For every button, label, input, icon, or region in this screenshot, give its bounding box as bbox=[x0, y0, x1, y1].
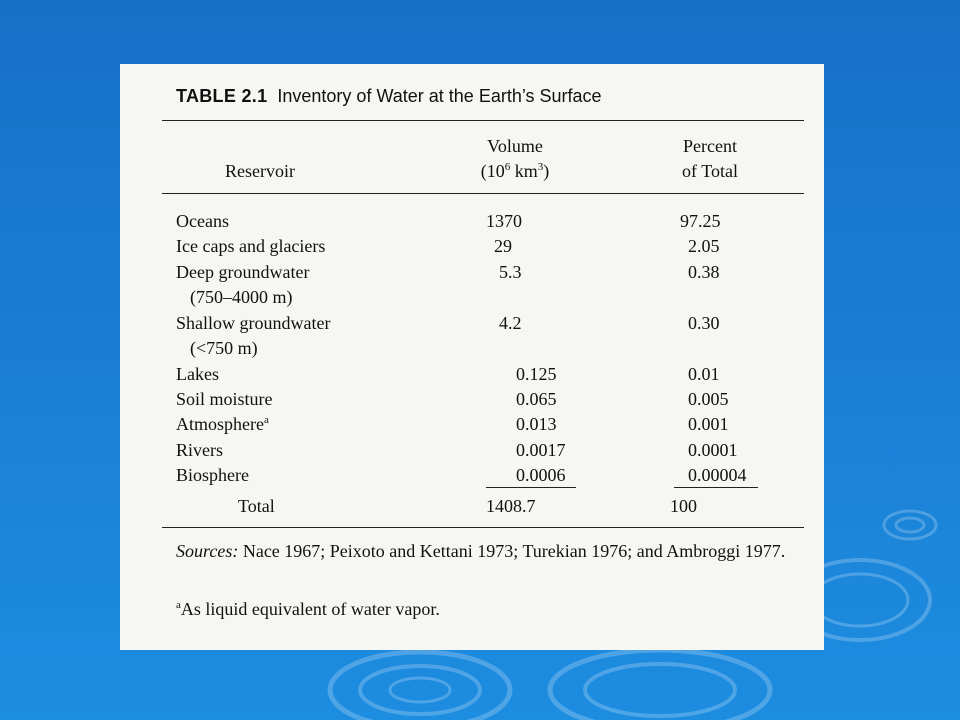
header-percent bbox=[655, 134, 765, 184]
row-reservoir: Soil moisture bbox=[176, 389, 273, 409]
row-volume: 5.3 bbox=[499, 262, 522, 282]
header-percent-line1: Percent bbox=[683, 136, 737, 156]
table-slide bbox=[120, 64, 824, 650]
header-percent-line2: of Total bbox=[682, 161, 738, 181]
total-volume: 1408.7 bbox=[486, 496, 536, 516]
row-percent: 0.01 bbox=[688, 364, 720, 384]
row-percent: 0.001 bbox=[688, 414, 729, 434]
row-reservoir-sub: (<750 m) bbox=[190, 338, 258, 358]
total-label: Total bbox=[238, 496, 275, 516]
row-volume: 0.065 bbox=[516, 389, 557, 409]
table-label: TABLE 2.1 bbox=[176, 86, 268, 106]
row-percent: 0.30 bbox=[688, 313, 720, 333]
header-volume-line2: ($10^6$ $km^3$) bbox=[480, 161, 550, 181]
row-percent: 0.00004 bbox=[688, 465, 747, 485]
total-percent: 100 bbox=[670, 496, 697, 516]
row-reservoir: Oceans bbox=[176, 211, 229, 231]
percent-sum-rule bbox=[674, 487, 758, 488]
header-rule bbox=[162, 193, 804, 194]
row-reservoir-sub: (750–4000 m) bbox=[190, 287, 293, 307]
row-reservoir: Rivers bbox=[176, 440, 223, 460]
row-reservoir: Deep groundwater bbox=[176, 262, 310, 282]
row-reservoir: Shallow groundwater bbox=[176, 313, 331, 333]
footnote-mark: a bbox=[176, 599, 181, 611]
row-volume: 0.125 bbox=[516, 364, 557, 384]
header-volume-line1: Volume bbox=[487, 136, 543, 156]
row-volume: 0.013 bbox=[516, 414, 557, 434]
footnote-marker: a bbox=[263, 414, 269, 426]
row-percent: 2.05 bbox=[688, 236, 720, 256]
row-volume: 0.0006 bbox=[516, 465, 566, 485]
sources-note bbox=[176, 539, 796, 564]
row-percent: 0.38 bbox=[688, 262, 720, 282]
top-rule bbox=[162, 120, 804, 121]
row-reservoir: Ice caps and glaciers bbox=[176, 236, 326, 256]
row-reservoir: Atmosphere$^a$ bbox=[176, 414, 269, 434]
row-percent: 97.25 bbox=[680, 211, 721, 231]
footnote bbox=[176, 597, 796, 622]
row-reservoir: Biosphere bbox=[176, 465, 249, 485]
sources-label: Sources: bbox=[176, 541, 239, 561]
header-reservoir: Reservoir bbox=[225, 161, 295, 181]
row-volume: 0.0017 bbox=[516, 440, 566, 460]
volume-sum-rule bbox=[486, 487, 576, 488]
row-volume: 29 bbox=[494, 236, 512, 256]
table-title-text: Inventory of Water at the Earth’s Surface bbox=[277, 86, 602, 106]
header-volume bbox=[460, 134, 570, 184]
sources-text: Nace 1967; Peixoto and Kettani 1973; Turekian 1976; and Ambroggi 1977. bbox=[238, 541, 786, 561]
row-percent: 0.0001 bbox=[688, 440, 738, 460]
footnote-text: As liquid equivalent of water vapor. bbox=[180, 599, 440, 619]
row-reservoir: Lakes bbox=[176, 364, 219, 384]
row-percent: 0.005 bbox=[688, 389, 729, 409]
row-volume: 4.2 bbox=[499, 313, 522, 333]
row-volume: 1370 bbox=[486, 211, 522, 231]
bottom-rule bbox=[162, 527, 804, 528]
table-title bbox=[176, 86, 602, 107]
